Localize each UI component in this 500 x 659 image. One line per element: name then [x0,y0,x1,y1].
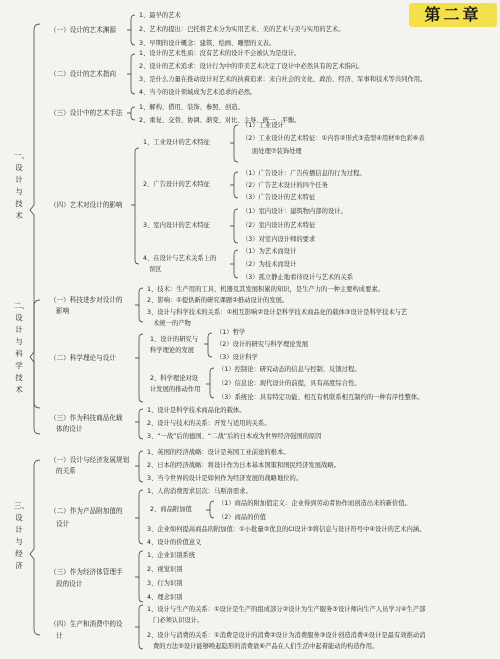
s2-sub2-label: （二）科学理论与设计 [50,354,116,362]
s1-sub4-g1-item: （2）工业设计的艺术特征：①内容②形式③造型④用材⑤色彩⑥表 [242,135,425,142]
s3-sub3-item: 4、理念识别 [147,594,183,601]
s3-sub1-item: 2、日本的经济战略：将设计作为日本基本国策和国民经济发展战略。 [147,462,340,469]
s1-sub1-item: 2、艺术的提出：巴托将艺术分为实用艺术、美的艺术与美与实用的艺术。 [139,26,345,33]
s3-sub2-label: （二）作为产品附加值的 [50,507,123,515]
s3-sub4-item: 2、设计与消费的关系：①消费是设计的消费②设计为消费服务③设计创造消费④设计是最有效推动消 [147,632,426,639]
s1-sub2-item: 3、是什么力量在推动设计对艺术的执着追求：来自社会的文化、政治、经济、军事和技术等共同作用。 [139,76,427,83]
s2-sub2-g1-item: （1）哲学 [216,329,246,336]
s2-sub3-label: （三）作为科技商品化载 [50,414,123,422]
s1-sub4-g3-label: 3、室内设计的艺术特征 [143,222,210,229]
s2-sub2-g1-label: 科学理论的发展 [150,347,195,354]
main-section-economy: 三、设计与经济 [14,501,29,570]
s1-sub4-g4-item: （3）孤立静止地看待设计与艺术的关系 [242,274,354,281]
s1-sub3-item: 1、解构、借用、装饰、参照、创造。 [139,104,244,111]
s2-sub1-label: （一）科技进步对设计的 [50,296,123,304]
s2-sub2-g2-item: （3）系统论：具有特定功能、相互有机联系相互制约的一种有序性整体。 [218,394,424,401]
s1-sub4-g4-label: 误区 [149,266,162,273]
s1-sub4-g4-label: 4、在设计与艺术关系上的 [143,255,217,262]
s1-sub4-g1-item: （1）工业设计 [242,122,284,129]
s1-sub4-g2-item: （1）广告设计：广告传播信息的行为过程。 [242,170,366,177]
s2-sub2-g2-item: （2）信息论：现代设计的前提，具有高度综合性。 [218,380,361,387]
s3-sub2-label: 设计 [56,520,70,528]
s1-sub1-item: 3、早期的设计概念：建筑、绘画、雕塑的义表。 [139,40,276,47]
s2-sub1-item: 3、设计与科学技术的关系：①相互影响②设计是科学技术商品化的载体③设计是科学技术与艺 [147,309,408,316]
s3-sub1-item: 3、当今世界的设计是如何作为经济发展的战略地位的。 [147,475,303,482]
s3-sub4-label: （四）生产和消费中的设 [50,620,123,628]
s3-sub2-item: 1、人的消费需求层次：马斯洛需求。 [147,488,252,495]
s1-sub4-g3-item: （2）室内设计的艺术特征 [242,222,316,229]
s3-sub4-item: 门必须认识设计。 [153,617,204,624]
s1-sub2-label: （二）设计的艺术指向 [50,70,116,78]
s1-sub4-label: （四）艺术对设计的影响 [50,201,123,209]
s1-sub3-item: 2、重复、交替、协调、渐变、对比、主导、统一、平衡。 [139,117,301,124]
s2-sub2-g1-item: （3）设计科学 [216,354,258,361]
s3-sub3-label: （三）作为经济体管理手 [50,568,123,576]
s1-sub4-g4-item: （1）为艺术而设计 [242,248,297,255]
s3-sub4-item: 费的方法⑤设计能够唤起隐形的消费欲⑥产品在人们生活中起着能动的构造作用。 [153,643,379,650]
s1-sub4-g2-item: （3）广告设计的艺术特征 [242,194,316,201]
s3-sub2-item: 4、设计的价值意义 [147,539,202,546]
s3-sub2-g2-item: （2）商品的价值 [218,514,267,521]
s1-sub2-item: 2、设计的艺术追求：设计行为中的审美艺术决定了设计中必然具有的艺术指向。 [139,63,364,70]
s2-sub3-label: 体的设计 [56,425,83,433]
s2-sub1-item: 2、影响：①提供新的研究课题②推动设计的发展。 [147,297,289,304]
s1-sub4-g4-item: （2）为技术而设计 [242,261,297,268]
main-section-tech: 一、设计与技术 [14,151,29,220]
s3-sub4-item: 1、设计与生产的关系：①设计是生产的组成部分②设计为生产服务③设计师向生产人员学习④生产部 [147,606,426,613]
s3-sub1-label: 的关系 [56,467,76,475]
s2-sub2-g2-label: 计发展的推动作用 [150,386,201,393]
s1-sub2-item: 4、当今的设计领域成为艺术追求的必然。 [139,89,257,96]
s2-sub3-item: 3、“一战”后的德国、“二战”后的日本成为世界经济强国的原因 [147,433,322,440]
s1-sub1-label: （一）设计的艺术渊源 [50,26,116,34]
s3-sub3-item: 2、视觉识别 [147,566,183,573]
s2-sub3-item: 2、设计与技术的关系：开发与适用的关系。 [147,420,271,427]
s1-sub4-g2-label: 2、广告设计的艺术特征 [143,181,210,188]
s3-sub4-label: 计 [56,632,63,640]
s1-sub2-item: 1、设计的艺术性质：没有艺术的设计不会被认为是设计。 [139,50,301,57]
s3-sub1-item: 1、英国的经济战略：设计是英国工业前途的根本。 [147,449,290,456]
s2-sub2-g1-item: （2）设计的研究与科学理论发展 [216,341,309,348]
s3-sub3-label: 段的设计 [56,580,83,588]
s2-sub1-label: 影响 [56,307,70,315]
s2-sub2-g2-label: 2、科学理论对设 [150,375,199,382]
s1-sub3-label: （三）设计中的艺术手法 [50,109,123,117]
s3-sub2-item: 3、企业如何提高商品的附加值：①小批量②优良的CI设计③将信息与设计符号中④设计的艺术内涵。 [147,526,426,533]
s3-sub2-g2-item: （1）商品的附加值定义：企业得到劳动者协作而创造出来的新价值。 [218,500,411,507]
s2-sub2-g2-item: （1）控制论：研究动态的信息与控制、反馈过程。 [218,366,361,373]
s3-sub2-g2-label: 2、商品附加值 [150,506,192,513]
s1-sub4-g1-label: 1、工业设计的艺术特征 [143,139,210,146]
s1-sub4-g2-item: （2）广告艺术设计的四个任务 [242,182,328,189]
s3-sub3-item: 1、企业识别系统 [147,552,196,559]
s1-sub4-g3-item: （1）室内设计：建筑物内部的设计。 [242,208,347,215]
s3-sub3-item: 3、行为识别 [147,580,183,587]
s2-sub3-item: 1、设计是科学技术商品化的载体。 [147,407,246,414]
s1-sub1-item: 1、最早的艺术 [139,12,181,19]
chapter-stamp: 第二章 [409,3,497,27]
s2-sub2-g1-label: 1、设计的研究与 [150,336,199,343]
s2-sub1-item: 术统一的产物 [153,320,191,327]
s2-sub1-item: 1、技术：生产用的工具、机器及其发展积累的知识，是生产力的一种主要构成要素。 [147,286,384,293]
main-section-science: 二、设计与科学技术 [14,301,29,394]
s3-sub1-label: （一）设计与经济发展规划 [50,456,130,464]
s1-sub4-g3-item: （3）对室内设计师的要求 [242,236,316,243]
s1-sub4-g1-item: 面处理⑦装饰处理 [252,148,302,155]
